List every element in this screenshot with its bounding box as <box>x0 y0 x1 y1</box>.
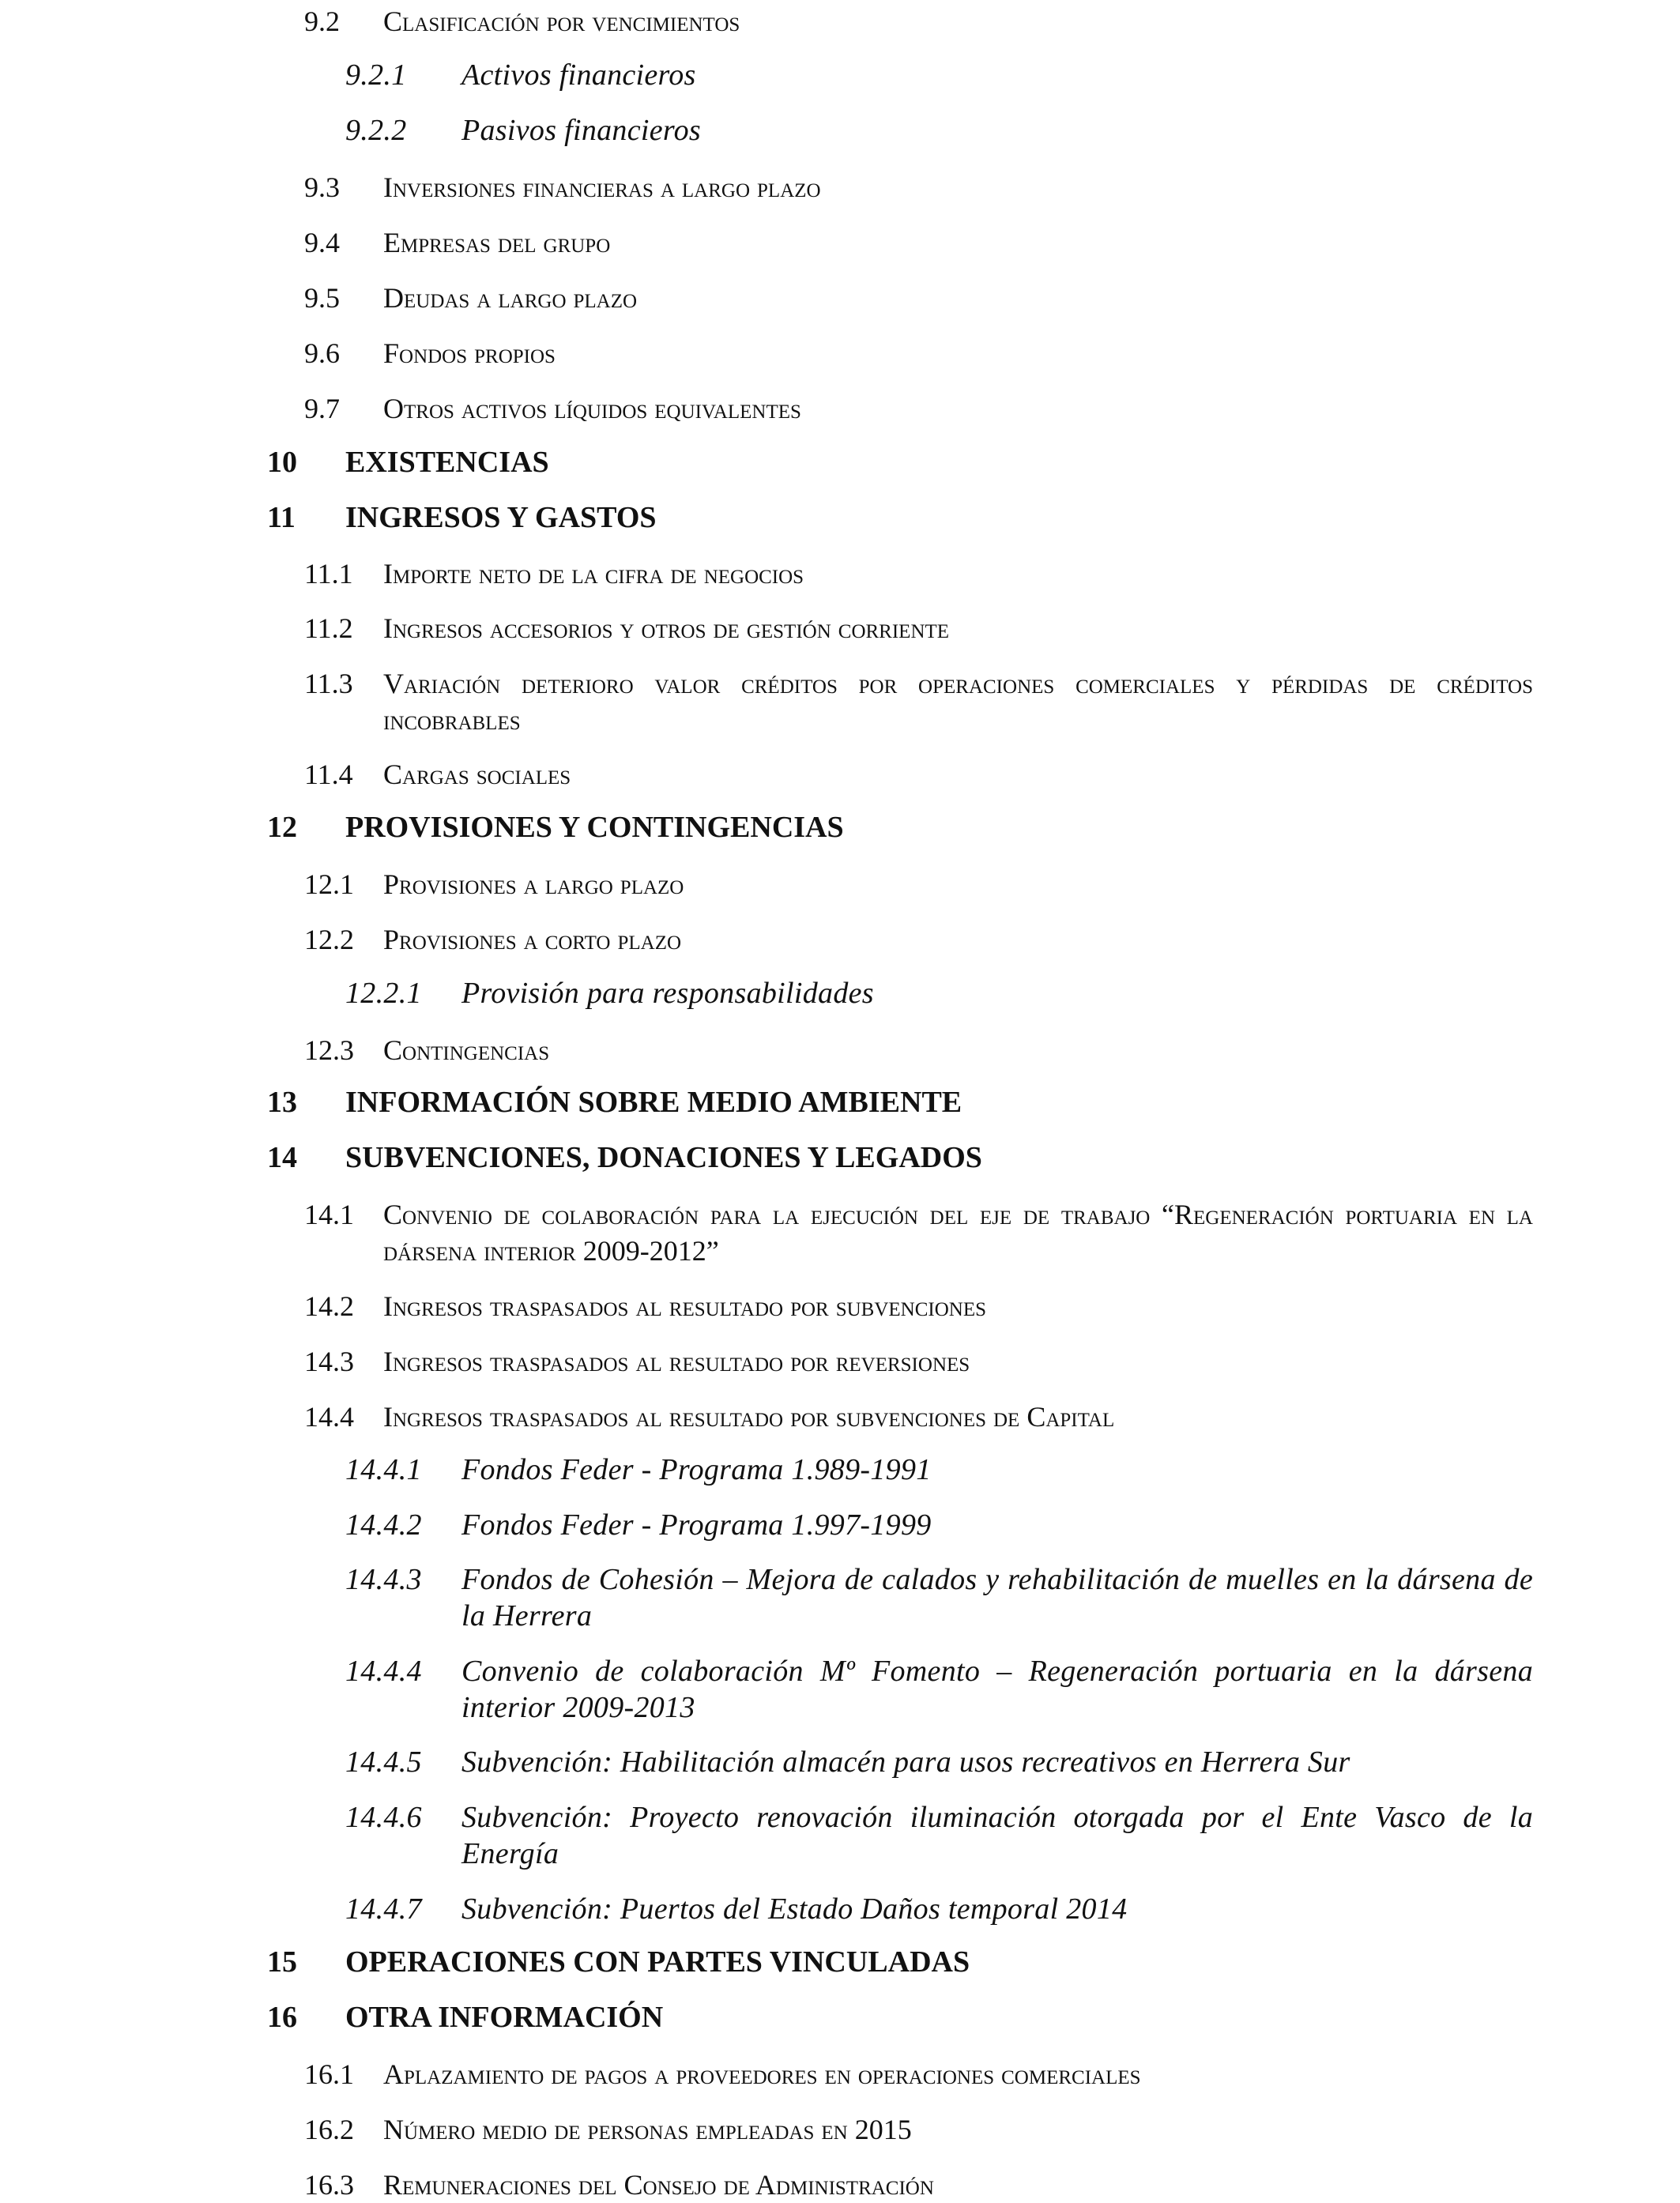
toc-number: 11.1 <box>304 558 353 589</box>
toc-number: 14.4.7 <box>345 1892 422 1926</box>
toc-title: Contingencias <box>383 1034 550 1066</box>
toc-title: Ingresos traspasados al resultado por subvenciones <box>383 1290 987 1322</box>
toc-number: 16.3 <box>304 2169 354 2201</box>
toc-number: 16.2 <box>304 2114 354 2145</box>
toc-title: PROVISIONES Y CONTINGENCIAS <box>345 811 844 844</box>
toc-number: 9.5 <box>304 282 340 314</box>
toc-number: 14.4.5 <box>345 1745 422 1779</box>
toc-title: Fondos propios <box>383 337 556 369</box>
toc-number: 10 <box>267 446 297 479</box>
toc-number: 14.4 <box>304 1401 354 1433</box>
toc-title: Cargas sociales <box>383 759 571 790</box>
toc-number: 11 <box>267 501 296 534</box>
toc-title: Provisión para responsabilidades <box>461 977 874 1010</box>
toc-number: 14.4.2 <box>345 1508 422 1542</box>
toc-number: 9.2.2 <box>345 114 407 147</box>
toc-title: Clasificación por vencimientos <box>383 6 740 37</box>
toc-title: Fondos de Cohesión – Mejora de calados y rehabilitación de muelles en la dársena de la Herrera <box>461 1563 1533 1632</box>
toc-number: 14.2 <box>304 1290 354 1322</box>
toc-title: Deudas a largo plazo <box>383 282 638 314</box>
toc-number: 14.3 <box>304 1346 354 1377</box>
toc-number: 12.2.1 <box>345 977 422 1010</box>
toc-title: Fondos Feder - Programa 1.989-1991 <box>461 1453 932 1486</box>
toc-title: INGRESOS Y GASTOS <box>345 501 657 534</box>
toc-title: Provisiones a largo plazo <box>383 868 684 900</box>
toc-title: Remuneraciones del Consejo de Administración <box>383 2169 934 2201</box>
toc-number: 14.4.6 <box>345 1801 422 1834</box>
toc-number: 14 <box>267 1141 297 1174</box>
toc-number: 11.2 <box>304 612 353 644</box>
toc-title: Ingresos traspasados al resultado por reversiones <box>383 1346 970 1377</box>
toc-title: Convenio de colaboración para la ejecución del eje de trabajo “Regeneración portuaria en la dársena interior 2009-2012” <box>383 1199 1533 1267</box>
toc-title: Número medio de personas empleadas en 2015 <box>383 2114 912 2145</box>
toc-number: 14.4.3 <box>345 1563 422 1596</box>
toc-number: 12 <box>267 811 297 844</box>
toc-title: Provisiones a corto plazo <box>383 924 682 955</box>
toc-number: 11.3 <box>304 668 353 699</box>
toc-number: 16 <box>267 2001 297 2034</box>
toc-title: EXISTENCIAS <box>345 446 549 479</box>
toc-number: 15 <box>267 1945 297 1979</box>
toc-number: 14.4.1 <box>345 1453 422 1486</box>
toc-title: Aplazamiento de pagos a proveedores en operaciones comerciales <box>383 2058 1141 2090</box>
toc-title: Ingresos traspasados al resultado por subvenciones de Capital <box>383 1401 1115 1433</box>
toc-title: Variación deterioro valor créditos por operaciones comerciales y pérdidas de créditos incobrables <box>383 668 1533 736</box>
toc-number: 16.1 <box>304 2058 354 2090</box>
toc-title: OTRA INFORMACIÓN <box>345 2001 664 2034</box>
toc-number: 9.2.1 <box>345 58 407 92</box>
toc-title: Empresas del grupo <box>383 227 611 258</box>
toc-number: 12.2 <box>304 924 354 955</box>
toc-number: 9.7 <box>304 393 340 424</box>
toc-title: Subvención: Proyecto renovación iluminación otorgada por el Ente Vasco de la Energía <box>461 1801 1533 1870</box>
toc-number: 13 <box>267 1086 297 1119</box>
toc-title: Subvención: Puertos del Estado Daños temporal 2014 <box>461 1892 1128 1926</box>
toc-title: INFORMACIÓN SOBRE MEDIO AMBIENTE <box>345 1086 962 1119</box>
toc-number: 12.3 <box>304 1034 354 1066</box>
toc-title: Convenio de colaboración Mº Fomento – Regeneración portuaria en la dársena interior 2009-2013 <box>461 1655 1533 1724</box>
toc-title: Activos financieros <box>461 58 696 92</box>
toc-number: 12.1 <box>304 868 354 900</box>
toc-title: Subvención: Habilitación almacén para usos recreativos en Herrera Sur <box>461 1745 1350 1779</box>
toc-number: 9.6 <box>304 337 340 369</box>
toc-number: 9.3 <box>304 171 340 203</box>
toc-number: 14.1 <box>304 1199 354 1230</box>
toc-title: Ingresos accesorios y otros de gestión corriente <box>383 612 950 644</box>
toc-title: Otros activos líquidos equivalentes <box>383 393 801 424</box>
toc-title: OPERACIONES CON PARTES VINCULADAS <box>345 1945 970 1979</box>
toc-number: 11.4 <box>304 759 353 790</box>
toc-title: Fondos Feder - Programa 1.997-1999 <box>461 1508 932 1542</box>
toc-number: 14.4.4 <box>345 1655 422 1688</box>
toc-title: SUBVENCIONES, DONACIONES Y LEGADOS <box>345 1141 982 1174</box>
toc-number: 9.2 <box>304 6 340 37</box>
toc-title: Inversiones financieras a largo plazo <box>383 171 821 203</box>
toc-title: Pasivos financieros <box>461 114 701 147</box>
toc-number: 9.4 <box>304 227 340 258</box>
toc-title: Importe neto de la cifra de negocios <box>383 558 804 589</box>
